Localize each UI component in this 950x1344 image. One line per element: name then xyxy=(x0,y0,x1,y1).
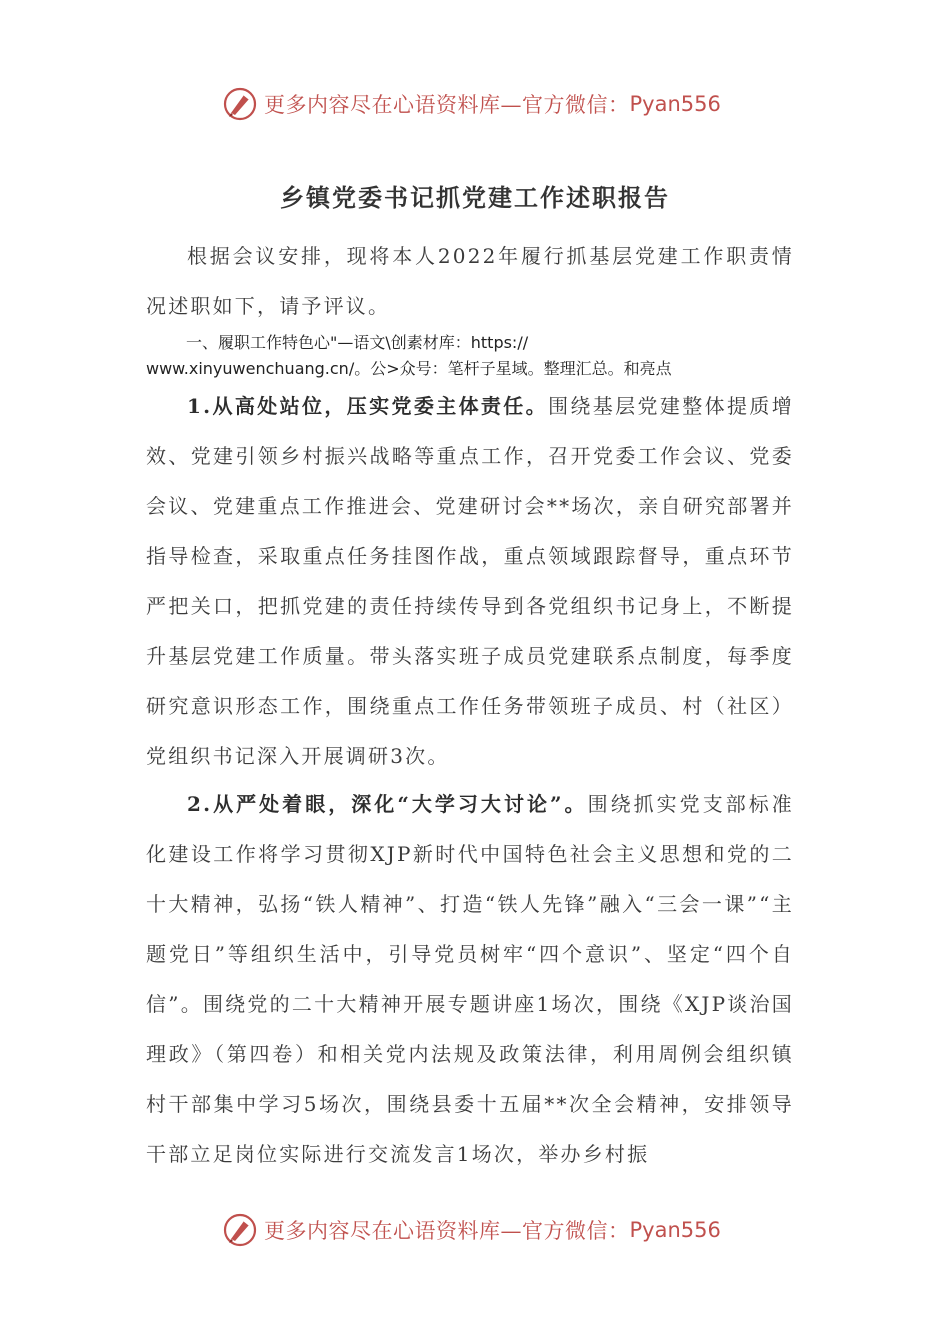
intro-block xyxy=(146,231,794,331)
source-watermark-line xyxy=(146,330,806,382)
banner-wechat-id: Pyan556 xyxy=(629,92,721,116)
source-line-2: www.xinyuwenchuang.cn/。公>众号：笔杆子星域。整理汇总。和亮点 xyxy=(146,359,672,378)
banner-text: 更多内容尽在心语资料库—官方微信： xyxy=(264,1219,630,1243)
footer-banner xyxy=(222,1210,721,1250)
section-2 xyxy=(146,779,794,1179)
section-1-text: 围绕基层党建整体提质增效、党建引领乡村振兴战略等重点工作，召开党委工作会议、党委会议、党建重点工作推进会、党建研讨会**场次，亲自研究部署并指导检查，采取重点任务挂图作战，重点领域跟踪督导，重点环节严把关口，把抓党建的责任持续传导到各党组织书记身上，不断提升基层党建工作质量。带头落实班子成员党建联系点制度，每季度研究意识形态工作，围绕重点工作任务带领班子成员、村（社区）党组织书记深入开展调研3次。 xyxy=(146,394,794,768)
banner-wechat-id: Pyan556 xyxy=(629,1218,721,1242)
section-2-heading: 2.从严处着眼，深化“大学习大讨论”。 xyxy=(187,792,588,816)
source-line-1: 一、履职工作特色心"—语文\创素材库：https:// xyxy=(186,333,529,352)
pen-quill-logo-icon xyxy=(222,1212,258,1248)
document-title: 乡镇党委书记抓党建工作述职报告 xyxy=(280,183,670,212)
section-2-paragraph xyxy=(146,779,794,1179)
intro-paragraph: 根据会议安排，现将本人2022年履行抓基层党建工作职责情况述职如下，请予评议。 xyxy=(146,244,794,318)
section-1-heading: 1.从高处站位，压实党委主体责任。 xyxy=(187,394,549,418)
pen-quill-logo-icon xyxy=(222,86,258,122)
section-1-paragraph xyxy=(146,381,794,781)
section-1 xyxy=(146,381,794,781)
section-2-text: 围绕抓实党支部标准化建设工作将学习贯彻XJP新时代中国特色社会主义思想和党的二十大精神，弘扬“铁人精神”、打造“铁人先锋”融入“三会一课”“主题党日”等组织生活中，引导党员树牢“四个意识”、坚定“四个自信”。围绕党的二十大精神开展专题讲座1场次，围绕《XJP谈治国理政》（第四卷）和相关党内法规及政策法律，利用周例会组织镇村干部集中学习5场次，围绕县委十五届**次全会精神，安排领导干部立足岗位实际进行交流发言1场次，举办乡村振 xyxy=(146,792,794,1166)
banner-text: 更多内容尽在心语资料库—官方微信： xyxy=(264,93,630,117)
header-banner xyxy=(222,84,721,124)
